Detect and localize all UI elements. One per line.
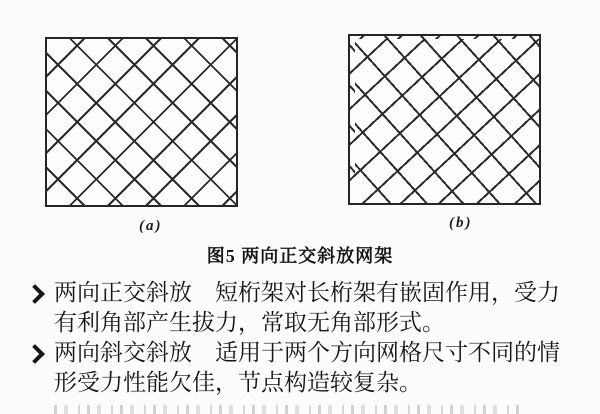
bullet-line: 两向斜交斜放 适用于两个方向网格尺寸不同的情 [54, 340, 560, 365]
clipped-text-remnant [54, 405, 524, 414]
diagram-a-label: (a) [139, 218, 163, 234]
bullet-line: 有利角部产生拔力，常取无角部形式。 [54, 310, 445, 335]
arrow-right-bullet-icon [25, 284, 45, 304]
bullet-list [26, 278, 592, 398]
bullet-line: 两向正交斜放 短桁架对长桁架有嵌固作用，受力 [54, 280, 560, 305]
diagram-a-lattice [45, 37, 238, 207]
diagram-b-lattice [348, 34, 541, 205]
arrow-right-bullet-icon [25, 344, 45, 364]
bullet-line: 形受力性能欠佳，节点构造较复杂。 [54, 370, 422, 395]
bullet-item-orthogonal [26, 278, 592, 338]
figure-caption: 图5 两向正交斜放网架 [206, 246, 394, 266]
diagram-b-label: (b) [449, 215, 473, 231]
bullet-item-oblique [26, 338, 592, 398]
